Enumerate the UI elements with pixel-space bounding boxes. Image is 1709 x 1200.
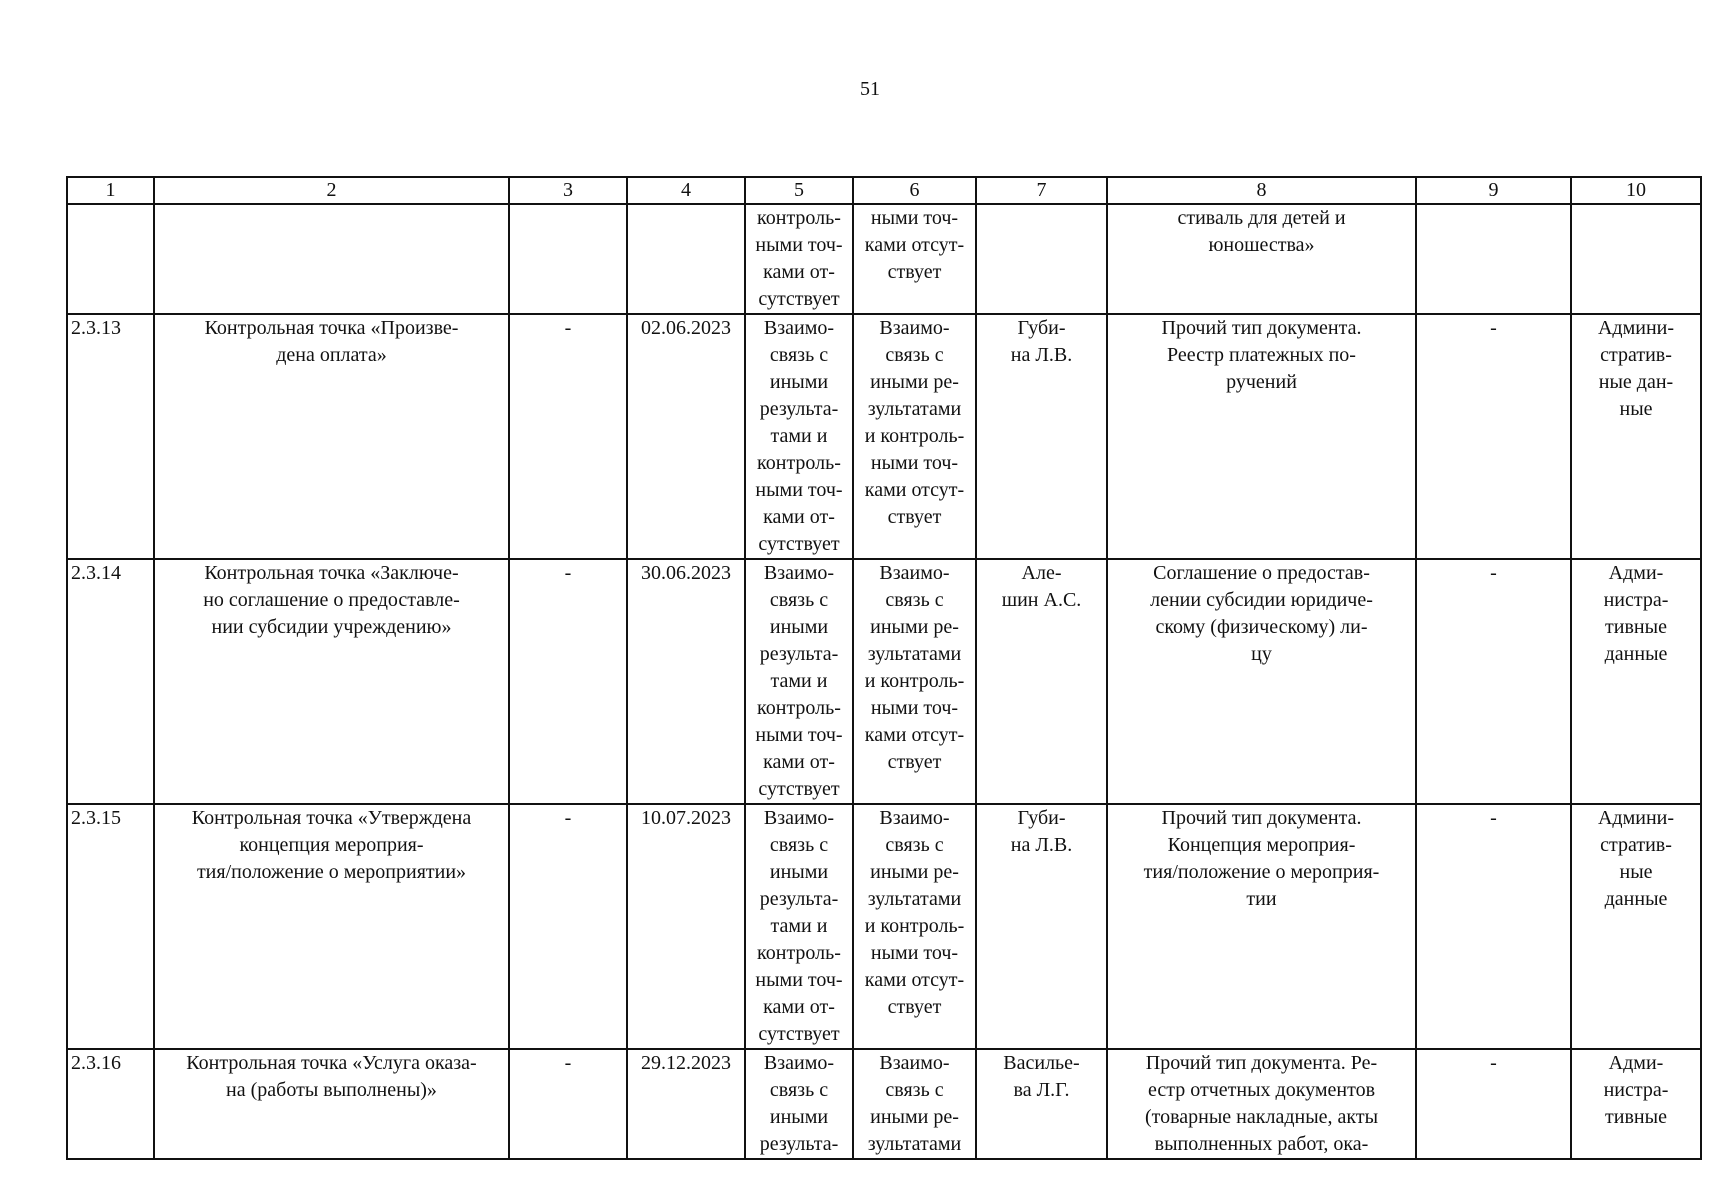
cell-relation-results: Взаимо- связь с иными результа- xyxy=(745,1049,853,1159)
cell-relation-results: Взаимо- связь с иными результа- тами и контроль- ными точ- ками от- сутствует xyxy=(745,559,853,804)
cell-empty xyxy=(509,204,627,314)
cell-empty xyxy=(976,204,1107,314)
cell-base-value: - xyxy=(509,314,627,559)
cell-empty xyxy=(1416,204,1571,314)
cell-relation-results: контроль- ными точ- ками от- сутствует xyxy=(745,204,853,314)
header-row xyxy=(67,177,1701,204)
cell-empty xyxy=(67,204,154,314)
cell-number: 2.3.15 xyxy=(67,804,154,1049)
cell-source: Админи- стратив- ные дан- ные xyxy=(1571,314,1701,559)
cell-name: Контрольная точка «Заключе- но соглашение о предоставле- нии субсидии учреждению» xyxy=(154,559,509,804)
column-header-6: 6 xyxy=(853,177,976,204)
cell-name: Контрольная точка «Утверждена концепция мероприя- тия/положение о мероприятии» xyxy=(154,804,509,1049)
column-header-10: 10 xyxy=(1571,177,1701,204)
cell-empty xyxy=(627,204,745,314)
cell-base-value: - xyxy=(509,1049,627,1159)
cell-source: Адми- нистра- тивные xyxy=(1571,1049,1701,1159)
cell-base-value: - xyxy=(509,559,627,804)
cell-date: 02.06.2023 xyxy=(627,314,745,559)
cell-column-9: - xyxy=(1416,1049,1571,1159)
cell-number: 2.3.13 xyxy=(67,314,154,559)
cell-relation-projects: Взаимо- связь с иными ре- зультатами xyxy=(853,1049,976,1159)
data-table xyxy=(66,176,1702,1160)
page-number: 51 xyxy=(860,78,880,100)
cell-name: Контрольная точка «Произве- дена оплата» xyxy=(154,314,509,559)
column-header-1: 1 xyxy=(67,177,154,204)
cell-document: Прочий тип документа. Реестр платежных по- ручений xyxy=(1107,314,1416,559)
table-row xyxy=(67,804,1701,1049)
cell-date: 29.12.2023 xyxy=(627,1049,745,1159)
column-header-8: 8 xyxy=(1107,177,1416,204)
cell-source: Админи- стратив- ные данные xyxy=(1571,804,1701,1049)
cell-source: Адми- нистра- тивные данные xyxy=(1571,559,1701,804)
cell-document: Прочий тип документа. Концепция мероприя- тия/положение о мероприя- тии xyxy=(1107,804,1416,1049)
cell-column-9: - xyxy=(1416,804,1571,1049)
cell-relation-projects: Взаимо- связь с иными ре- зультатами и контроль- ными точ- ками отсут- ствует xyxy=(853,559,976,804)
column-header-9: 9 xyxy=(1416,177,1571,204)
cell-date: 10.07.2023 xyxy=(627,804,745,1049)
cell-responsible: Але- шин А.С. xyxy=(976,559,1107,804)
cell-responsible: Губи- на Л.В. xyxy=(976,314,1107,559)
cell-empty xyxy=(154,204,509,314)
column-header-5: 5 xyxy=(745,177,853,204)
cell-relation-projects: Взаимо- связь с иными ре- зультатами и контроль- ными точ- ками отсут- ствует xyxy=(853,314,976,559)
cell-relation-projects: ными точ- ками отсут- ствует xyxy=(853,204,976,314)
cell-relation-projects: Взаимо- связь с иными ре- зультатами и контроль- ными точ- ками отсут- ствует xyxy=(853,804,976,1049)
column-header-7: 7 xyxy=(976,177,1107,204)
cell-relation-results: Взаимо- связь с иными результа- тами и контроль- ными точ- ками от- сутствует xyxy=(745,804,853,1049)
cell-relation-results: Взаимо- связь с иными результа- тами и контроль- ными точ- ками от- сутствует xyxy=(745,314,853,559)
table-row xyxy=(67,559,1701,804)
cell-responsible: Васильe- ва Л.Г. xyxy=(976,1049,1107,1159)
cell-empty xyxy=(1571,204,1701,314)
cell-column-9: - xyxy=(1416,314,1571,559)
cell-document: стиваль для детей и юношества» xyxy=(1107,204,1416,314)
cell-responsible: Губи- на Л.В. xyxy=(976,804,1107,1049)
cell-document: Соглашение о предостав- лении субсидии юридиче- скому (физическому) ли- цу xyxy=(1107,559,1416,804)
cell-date: 30.06.2023 xyxy=(627,559,745,804)
cell-name: Контрольная точка «Услуга оказа- на (работы выполнены)» xyxy=(154,1049,509,1159)
cell-number: 2.3.16 xyxy=(67,1049,154,1159)
cell-column-9: - xyxy=(1416,559,1571,804)
table-row xyxy=(67,314,1701,559)
column-header-3: 3 xyxy=(509,177,627,204)
cell-document: Прочий тип документа. Ре- естр отчетных документов (товарные накладные, акты выполненных работ, ока- xyxy=(1107,1049,1416,1159)
cell-base-value: - xyxy=(509,804,627,1049)
table-row-continuation xyxy=(67,204,1701,314)
table-row xyxy=(67,1049,1701,1159)
column-header-4: 4 xyxy=(627,177,745,204)
column-header-2: 2 xyxy=(154,177,509,204)
cell-number: 2.3.14 xyxy=(67,559,154,804)
